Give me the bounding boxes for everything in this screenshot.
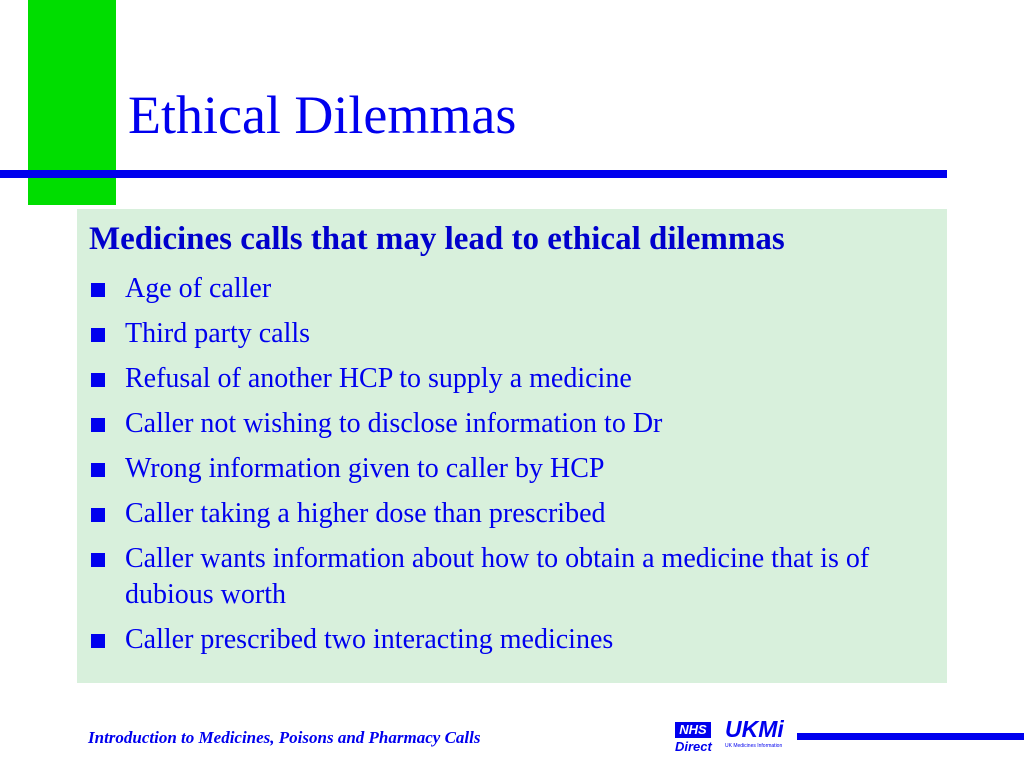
content-heading: Medicines calls that may lead to ethical dilemmas [89, 221, 785, 257]
nhs-logo-text: NHS [675, 722, 711, 738]
list-item [91, 622, 931, 658]
list-item-text: Wrong information given to caller by HCP [125, 453, 605, 484]
list-item-text: Caller taking a higher dose than prescribed [125, 498, 606, 529]
square-bullet-icon [91, 373, 105, 387]
square-bullet-icon [91, 418, 105, 432]
list-item [91, 271, 931, 307]
list-item [91, 541, 931, 613]
ukmi-logo [725, 716, 795, 756]
slide-title: Ethical Dilemmas [128, 85, 517, 145]
ukmi-logo-subtitle: UK Medicines Information [725, 743, 783, 749]
list-item-text: Third party calls [125, 318, 311, 349]
square-bullet-icon [91, 283, 105, 297]
bullet-list [91, 271, 931, 667]
direct-logo-text: Direct [675, 739, 712, 754]
nhs-direct-logo [675, 722, 715, 758]
square-bullet-icon [91, 508, 105, 522]
ukmi-logo-text: UKMi [725, 716, 784, 742]
square-bullet-icon [91, 328, 105, 342]
list-item [91, 496, 931, 532]
list-item-text: Caller not wishing to disclose information to Dr [125, 408, 663, 439]
list-item [91, 361, 931, 397]
list-item-text: Refusal of another HCP to supply a medicine [125, 363, 632, 394]
list-item [91, 406, 931, 442]
content-box [77, 209, 947, 683]
footer-divider [797, 733, 1024, 740]
square-bullet-icon [91, 463, 105, 477]
square-bullet-icon [91, 553, 105, 567]
title-divider [0, 170, 947, 178]
list-item-text: Caller prescribed two interacting medicines [125, 624, 614, 655]
footer-text: Introduction to Medicines, Poisons and Pharmacy Calls [88, 728, 481, 747]
list-item [91, 451, 931, 487]
square-bullet-icon [91, 634, 105, 648]
list-item-text: Caller wants information about how to obtain a medicine that is of dubious worth [125, 543, 870, 610]
list-item [91, 316, 931, 352]
list-item-text: Age of caller [125, 273, 272, 304]
